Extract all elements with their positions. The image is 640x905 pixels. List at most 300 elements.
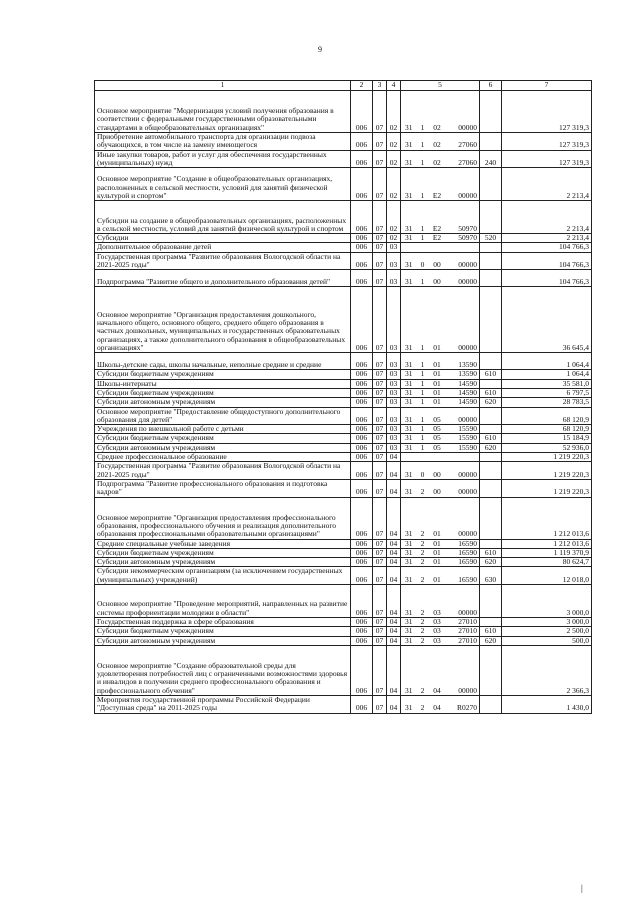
row-subprogram-code bbox=[417, 453, 429, 462]
table-row bbox=[95, 453, 592, 462]
row-subprogram-code: 1 bbox=[417, 425, 429, 434]
row-amount: 1 119 370,9 bbox=[502, 548, 592, 557]
row-subprogram-code: 2 bbox=[417, 695, 429, 713]
row-event-code: 01 bbox=[429, 539, 446, 548]
row-subsection-code: 02 bbox=[387, 150, 401, 168]
row-direction-code: 00000 bbox=[446, 91, 480, 133]
row-subprogram-code: 1 bbox=[417, 287, 429, 353]
row-event-code: 01 bbox=[429, 558, 446, 567]
row-direction-code: 00000 bbox=[446, 168, 480, 201]
row-event-code bbox=[429, 453, 446, 462]
row-program-code: 31 bbox=[401, 133, 417, 151]
row-event-code: 02 bbox=[429, 91, 446, 133]
row-subprogram-code: 2 bbox=[417, 539, 429, 548]
row-program-code: 31 bbox=[401, 353, 417, 370]
row-program-code: 31 bbox=[401, 287, 417, 353]
row-direction-code: 27060 bbox=[446, 150, 480, 168]
row-program-code: 31 bbox=[401, 370, 417, 379]
row-expense-type bbox=[480, 407, 502, 425]
row-expense-type: 610 bbox=[480, 388, 502, 397]
row-event-code bbox=[429, 243, 446, 252]
row-name: Субсидии бюджетным учреждениям bbox=[95, 370, 351, 379]
row-ministry-code: 006 bbox=[351, 201, 373, 234]
row-expense-type bbox=[480, 453, 502, 462]
table-row bbox=[95, 243, 592, 252]
row-name: Субсидии бюджетным учреждениям bbox=[95, 434, 351, 443]
table-row bbox=[95, 388, 592, 397]
row-name: Подпрограмма "Развитие профессионального образования и подготовка кадров" bbox=[95, 479, 351, 497]
row-expense-type bbox=[480, 618, 502, 627]
row-ministry-code: 006 bbox=[351, 150, 373, 168]
row-amount: 104 766,3 bbox=[502, 252, 592, 270]
row-name: Учреждения по внешкольной работе с детьми bbox=[95, 425, 351, 434]
row-subsection-code: 03 bbox=[387, 270, 401, 287]
row-ministry-code: 006 bbox=[351, 636, 373, 645]
table-row bbox=[95, 398, 592, 407]
row-ministry-code: 006 bbox=[351, 388, 373, 397]
table-row bbox=[95, 434, 592, 443]
row-program-code: 31 bbox=[401, 627, 417, 636]
row-name: Школы-интернаты bbox=[95, 379, 351, 388]
row-program-code: 31 bbox=[401, 425, 417, 434]
row-name: Подпрограмма "Развитие общего и дополнительного образования детей" bbox=[95, 270, 351, 287]
row-subsection-code: 04 bbox=[387, 479, 401, 497]
row-subsection-code: 03 bbox=[387, 407, 401, 425]
row-expense-type: 620 bbox=[480, 558, 502, 567]
row-expense-type: 620 bbox=[480, 443, 502, 452]
row-subprogram-code: 1 bbox=[417, 168, 429, 201]
row-direction-code: 00000 bbox=[446, 497, 480, 539]
budget-table bbox=[94, 80, 592, 714]
row-name: Субсидии некоммерческим организациям (за исключением государственных (муниципальных) учреждений) bbox=[95, 567, 351, 585]
row-ministry-code: 006 bbox=[351, 567, 373, 585]
row-amount: 6 797,5 bbox=[502, 388, 592, 397]
row-amount: 12 018,0 bbox=[502, 567, 592, 585]
row-direction-code: 16590 bbox=[446, 567, 480, 585]
row-amount: 1 064,4 bbox=[502, 353, 592, 370]
row-direction-code: 00000 bbox=[446, 585, 480, 618]
row-expense-type bbox=[480, 497, 502, 539]
row-program-code: 31 bbox=[401, 168, 417, 201]
row-expense-type bbox=[480, 201, 502, 234]
row-subprogram-code: 2 bbox=[417, 558, 429, 567]
row-section-code: 07 bbox=[373, 379, 387, 388]
row-program-code: 31 bbox=[401, 434, 417, 443]
row-amount: 2 500,0 bbox=[502, 627, 592, 636]
row-event-code: 04 bbox=[429, 695, 446, 713]
table-row bbox=[95, 548, 592, 557]
table-row bbox=[95, 497, 592, 539]
row-direction-code: 00000 bbox=[446, 462, 480, 480]
row-ministry-code: 006 bbox=[351, 497, 373, 539]
row-expense-type bbox=[480, 287, 502, 353]
row-name: Среднее профессиональное образование bbox=[95, 453, 351, 462]
row-subprogram-code: 2 bbox=[417, 548, 429, 557]
row-amount: 104 766,3 bbox=[502, 270, 592, 287]
row-event-code: 00 bbox=[429, 270, 446, 287]
table-row bbox=[95, 234, 592, 243]
row-subsection-code: 04 bbox=[387, 618, 401, 627]
row-subsection-code: 04 bbox=[387, 558, 401, 567]
row-program-code: 31 bbox=[401, 443, 417, 452]
table-row bbox=[95, 201, 592, 234]
header-col-4: 4 bbox=[387, 81, 401, 91]
row-ministry-code: 006 bbox=[351, 407, 373, 425]
row-section-code: 07 bbox=[373, 585, 387, 618]
row-section-code: 07 bbox=[373, 627, 387, 636]
row-subprogram-code: 0 bbox=[417, 462, 429, 480]
table-row bbox=[95, 91, 592, 133]
row-expense-type bbox=[480, 425, 502, 434]
row-amount: 15 184,9 bbox=[502, 434, 592, 443]
row-event-code: 01 bbox=[429, 497, 446, 539]
table-row bbox=[95, 462, 592, 480]
header-col-6: 6 bbox=[480, 81, 502, 91]
row-program-code: 31 bbox=[401, 479, 417, 497]
row-direction-code: 00000 bbox=[446, 270, 480, 287]
row-section-code: 07 bbox=[373, 618, 387, 627]
row-subprogram-code: 1 bbox=[417, 270, 429, 287]
row-name: Основное мероприятие "Модернизация условий получения образования в соответствии с федеральными государственными образовательными стандартами в общеобразовательных организациях" bbox=[95, 91, 351, 133]
row-subprogram-code: 2 bbox=[417, 479, 429, 497]
row-amount: 68 120,9 bbox=[502, 407, 592, 425]
row-section-code: 07 bbox=[373, 539, 387, 548]
row-direction-code: 14590 bbox=[446, 388, 480, 397]
row-section-code: 07 bbox=[373, 567, 387, 585]
row-section-code: 07 bbox=[373, 133, 387, 151]
row-subsection-code: 04 bbox=[387, 548, 401, 557]
row-program-code bbox=[401, 453, 417, 462]
row-event-code: 01 bbox=[429, 398, 446, 407]
row-program-code: 31 bbox=[401, 91, 417, 133]
row-expense-type: 620 bbox=[480, 636, 502, 645]
row-amount: 1 064,4 bbox=[502, 370, 592, 379]
row-expense-type bbox=[480, 353, 502, 370]
row-amount: 68 120,9 bbox=[502, 425, 592, 434]
row-ministry-code: 006 bbox=[351, 270, 373, 287]
row-section-code: 07 bbox=[373, 407, 387, 425]
table-row bbox=[95, 618, 592, 627]
row-amount: 2 213,4 bbox=[502, 201, 592, 234]
row-subsection-code: 02 bbox=[387, 91, 401, 133]
row-section-code: 07 bbox=[373, 201, 387, 234]
row-subprogram-code: 1 bbox=[417, 398, 429, 407]
row-ministry-code: 006 bbox=[351, 133, 373, 151]
row-expense-type bbox=[480, 695, 502, 713]
table-row bbox=[95, 168, 592, 201]
row-section-code: 07 bbox=[373, 168, 387, 201]
row-program-code: 31 bbox=[401, 398, 417, 407]
row-expense-type bbox=[480, 243, 502, 252]
row-expense-type bbox=[480, 270, 502, 287]
header-col-1: 1 bbox=[95, 81, 351, 91]
row-expense-type bbox=[480, 379, 502, 388]
row-ministry-code: 006 bbox=[351, 627, 373, 636]
row-section-code: 07 bbox=[373, 434, 387, 443]
row-amount: 1 212 013,6 bbox=[502, 497, 592, 539]
row-name: Основное мероприятие "Организация предоставления профессионального образования, профессионального обучения и реализация дополнительного образования профессиональными образовательными организациями" bbox=[95, 497, 351, 539]
row-event-code: 01 bbox=[429, 353, 446, 370]
row-program-code bbox=[401, 243, 417, 252]
row-direction-code: 15590 bbox=[446, 443, 480, 452]
row-direction-code bbox=[446, 243, 480, 252]
row-event-code: 01 bbox=[429, 370, 446, 379]
row-section-code: 07 bbox=[373, 234, 387, 243]
row-subprogram-code: 2 bbox=[417, 627, 429, 636]
row-direction-code: 16590 bbox=[446, 558, 480, 567]
row-expense-type bbox=[480, 462, 502, 480]
row-direction-code: 00000 bbox=[446, 479, 480, 497]
row-direction-code: 27010 bbox=[446, 618, 480, 627]
row-expense-type: 610 bbox=[480, 370, 502, 379]
row-name: Субсидии bbox=[95, 234, 351, 243]
corner-mark: | bbox=[581, 883, 583, 893]
row-ministry-code: 006 bbox=[351, 695, 373, 713]
row-ministry-code: 006 bbox=[351, 453, 373, 462]
row-subsection-code: 04 bbox=[387, 627, 401, 636]
row-name: Дополнительное образование детей bbox=[95, 243, 351, 252]
table-row bbox=[95, 150, 592, 168]
row-event-code: 02 bbox=[429, 150, 446, 168]
row-direction-code: 27010 bbox=[446, 636, 480, 645]
row-expense-type: 610 bbox=[480, 548, 502, 557]
row-subsection-code: 04 bbox=[387, 636, 401, 645]
row-name: Субсидии на создание в общеобразовательных организациях, расположенных в сельской местности, условий для занятий физической культурой и спортом bbox=[95, 201, 351, 234]
row-subprogram-code: 1 bbox=[417, 201, 429, 234]
row-direction-code: 00000 bbox=[446, 287, 480, 353]
row-subsection-code: 03 bbox=[387, 443, 401, 452]
row-expense-type bbox=[480, 585, 502, 618]
row-subsection-code: 03 bbox=[387, 398, 401, 407]
row-ministry-code: 006 bbox=[351, 370, 373, 379]
row-expense-type bbox=[480, 479, 502, 497]
row-subprogram-code: 1 bbox=[417, 407, 429, 425]
row-program-code: 31 bbox=[401, 558, 417, 567]
row-ministry-code: 006 bbox=[351, 548, 373, 557]
row-name: Школы-детские сады, школы начальные, неполные средние и средние bbox=[95, 353, 351, 370]
row-name: Субсидии автономным учреждениям bbox=[95, 558, 351, 567]
row-section-code: 07 bbox=[373, 287, 387, 353]
row-name: Основное мероприятие "Проведение мероприятий, направленных на развитие системы профориентации молодежи в области" bbox=[95, 585, 351, 618]
row-section-code: 07 bbox=[373, 398, 387, 407]
row-direction-code: 15590 bbox=[446, 434, 480, 443]
row-program-code: 31 bbox=[401, 548, 417, 557]
row-subprogram-code: 0 bbox=[417, 252, 429, 270]
row-section-code: 07 bbox=[373, 645, 387, 695]
row-subprogram-code: 1 bbox=[417, 91, 429, 133]
row-ministry-code: 006 bbox=[351, 462, 373, 480]
row-direction-code: 00000 bbox=[446, 645, 480, 695]
row-expense-type: 630 bbox=[480, 567, 502, 585]
row-amount: 2 366,3 bbox=[502, 645, 592, 695]
row-event-code: 03 bbox=[429, 636, 446, 645]
row-section-code: 07 bbox=[373, 548, 387, 557]
row-name: Средние специальные учебные заведения bbox=[95, 539, 351, 548]
row-direction-code: R0270 bbox=[446, 695, 480, 713]
row-event-code: 05 bbox=[429, 434, 446, 443]
row-subsection-code: 02 bbox=[387, 201, 401, 234]
row-subsection-code: 02 bbox=[387, 234, 401, 243]
row-event-code: 04 bbox=[429, 645, 446, 695]
row-subsection-code: 04 bbox=[387, 695, 401, 713]
row-event-code: 00 bbox=[429, 462, 446, 480]
table-row bbox=[95, 252, 592, 270]
header-col-5: 5 bbox=[401, 81, 480, 91]
table-body bbox=[95, 91, 592, 714]
row-ministry-code: 006 bbox=[351, 645, 373, 695]
row-event-code: 03 bbox=[429, 618, 446, 627]
row-expense-type bbox=[480, 252, 502, 270]
row-section-code: 07 bbox=[373, 636, 387, 645]
row-amount: 500,0 bbox=[502, 636, 592, 645]
row-subprogram-code: 1 bbox=[417, 234, 429, 243]
row-amount: 80 624,7 bbox=[502, 558, 592, 567]
row-name: Основное мероприятие "Создание в общеобразовательных организациях, расположенных в сельской местности, условий для занятий физической культурой и спортом" bbox=[95, 168, 351, 201]
header-col-7: 7 bbox=[502, 81, 592, 91]
row-subprogram-code: 1 bbox=[417, 379, 429, 388]
row-subsection-code: 04 bbox=[387, 497, 401, 539]
table-row bbox=[95, 636, 592, 645]
row-subsection-code: 02 bbox=[387, 168, 401, 201]
row-event-code: 01 bbox=[429, 379, 446, 388]
row-event-code: E2 bbox=[429, 201, 446, 234]
row-expense-type bbox=[480, 168, 502, 201]
row-program-code: 31 bbox=[401, 379, 417, 388]
row-section-code: 07 bbox=[373, 252, 387, 270]
row-program-code: 31 bbox=[401, 270, 417, 287]
row-name: Основное мероприятие "Предоставление общедоступного дополнительного образования для детей" bbox=[95, 407, 351, 425]
row-subsection-code: 02 bbox=[387, 133, 401, 151]
row-program-code: 31 bbox=[401, 462, 417, 480]
row-amount: 28 783,5 bbox=[502, 398, 592, 407]
row-name: Иные закупки товаров, работ и услуг для обеспечения государственных (муниципальных) нужд bbox=[95, 150, 351, 168]
row-direction-code: 16590 bbox=[446, 548, 480, 557]
row-event-code: 05 bbox=[429, 443, 446, 452]
row-name: Государственная программа "Развитие образования Вологодской области на 2021-2025 годы" bbox=[95, 462, 351, 480]
row-event-code: 03 bbox=[429, 627, 446, 636]
row-ministry-code: 006 bbox=[351, 585, 373, 618]
row-program-code: 31 bbox=[401, 234, 417, 243]
row-name: Субсидии автономным учреждениям bbox=[95, 398, 351, 407]
row-amount: 1 219 220,3 bbox=[502, 453, 592, 462]
row-direction-code: 27010 bbox=[446, 627, 480, 636]
row-ministry-code: 006 bbox=[351, 558, 373, 567]
row-amount: 36 645,4 bbox=[502, 287, 592, 353]
table-row bbox=[95, 379, 592, 388]
row-amount: 2 213,4 bbox=[502, 168, 592, 201]
row-amount: 2 213,4 bbox=[502, 234, 592, 243]
row-name: Субсидии бюджетным учреждениям bbox=[95, 548, 351, 557]
table-row bbox=[95, 585, 592, 618]
row-ministry-code: 006 bbox=[351, 168, 373, 201]
table-row bbox=[95, 287, 592, 353]
row-ministry-code: 006 bbox=[351, 443, 373, 452]
row-ministry-code: 006 bbox=[351, 425, 373, 434]
row-ministry-code: 006 bbox=[351, 434, 373, 443]
table-row bbox=[95, 645, 592, 695]
row-subprogram-code: 1 bbox=[417, 434, 429, 443]
row-amount: 127 319,3 bbox=[502, 91, 592, 133]
row-section-code: 07 bbox=[373, 497, 387, 539]
row-section-code: 07 bbox=[373, 695, 387, 713]
row-event-code: 01 bbox=[429, 548, 446, 557]
table-row bbox=[95, 567, 592, 585]
row-ministry-code: 006 bbox=[351, 618, 373, 627]
row-amount: 1 212 013,6 bbox=[502, 539, 592, 548]
row-ministry-code: 006 bbox=[351, 379, 373, 388]
table-row bbox=[95, 539, 592, 548]
row-expense-type: 610 bbox=[480, 434, 502, 443]
row-name: Основное мероприятие "Создание образовательной среды для удовлетворения потребностей лиц с ограниченными возможностями здоровья и инвалидов в получении среднего профессионального образования и профессионального обучения" bbox=[95, 645, 351, 695]
row-amount: 1 430,0 bbox=[502, 695, 592, 713]
table-header-row bbox=[95, 81, 592, 91]
row-direction-code: 15590 bbox=[446, 425, 480, 434]
row-subprogram-code: 1 bbox=[417, 133, 429, 151]
row-subprogram-code: 1 bbox=[417, 353, 429, 370]
row-amount: 35 581,0 bbox=[502, 379, 592, 388]
row-direction-code: 16590 bbox=[446, 539, 480, 548]
row-subprogram-code: 2 bbox=[417, 636, 429, 645]
row-program-code: 31 bbox=[401, 585, 417, 618]
row-name: Мероприятия государственной программы Российской Федерации "Доступная среда" на 2011-2025 годы bbox=[95, 695, 351, 713]
row-direction-code: 00000 bbox=[446, 407, 480, 425]
row-program-code: 31 bbox=[401, 388, 417, 397]
row-subsection-code: 03 bbox=[387, 370, 401, 379]
row-section-code: 07 bbox=[373, 462, 387, 480]
row-ministry-code: 006 bbox=[351, 353, 373, 370]
row-ministry-code: 006 bbox=[351, 479, 373, 497]
row-subprogram-code: 1 bbox=[417, 150, 429, 168]
row-subprogram-code bbox=[417, 243, 429, 252]
table-row bbox=[95, 443, 592, 452]
row-section-code: 07 bbox=[373, 91, 387, 133]
row-subsection-code: 03 bbox=[387, 434, 401, 443]
row-program-code: 31 bbox=[401, 645, 417, 695]
row-event-code: 01 bbox=[429, 388, 446, 397]
row-amount: 1 219 220,3 bbox=[502, 479, 592, 497]
row-program-code: 31 bbox=[401, 567, 417, 585]
row-event-code: 01 bbox=[429, 567, 446, 585]
row-program-code: 31 bbox=[401, 539, 417, 548]
row-direction-code: 27060 bbox=[446, 133, 480, 151]
row-program-code: 31 bbox=[401, 150, 417, 168]
row-event-code: 05 bbox=[429, 407, 446, 425]
row-direction-code: 00000 bbox=[446, 252, 480, 270]
row-expense-type: 620 bbox=[480, 398, 502, 407]
row-amount: 52 936,0 bbox=[502, 443, 592, 452]
row-event-code: 01 bbox=[429, 287, 446, 353]
table-row bbox=[95, 133, 592, 151]
row-name: Субсидии автономным учреждениям bbox=[95, 443, 351, 452]
row-name: Приобретение автомобильного транспорта для организации подвоза обучающихся, в том числе на замену имеющегося bbox=[95, 133, 351, 151]
header-col-2: 2 bbox=[351, 81, 373, 91]
row-section-code: 07 bbox=[373, 243, 387, 252]
row-section-code: 07 bbox=[373, 443, 387, 452]
row-amount: 104 766,3 bbox=[502, 243, 592, 252]
row-expense-type bbox=[480, 133, 502, 151]
row-event-code: 00 bbox=[429, 479, 446, 497]
row-name: Субсидии бюджетным учреждениям bbox=[95, 627, 351, 636]
row-subprogram-code: 1 bbox=[417, 370, 429, 379]
header-col-3: 3 bbox=[373, 81, 387, 91]
row-section-code: 07 bbox=[373, 353, 387, 370]
row-event-code: 05 bbox=[429, 425, 446, 434]
row-program-code: 31 bbox=[401, 252, 417, 270]
row-section-code: 07 bbox=[373, 558, 387, 567]
row-subsection-code: 03 bbox=[387, 388, 401, 397]
row-direction-code bbox=[446, 453, 480, 462]
row-direction-code: 14590 bbox=[446, 379, 480, 388]
